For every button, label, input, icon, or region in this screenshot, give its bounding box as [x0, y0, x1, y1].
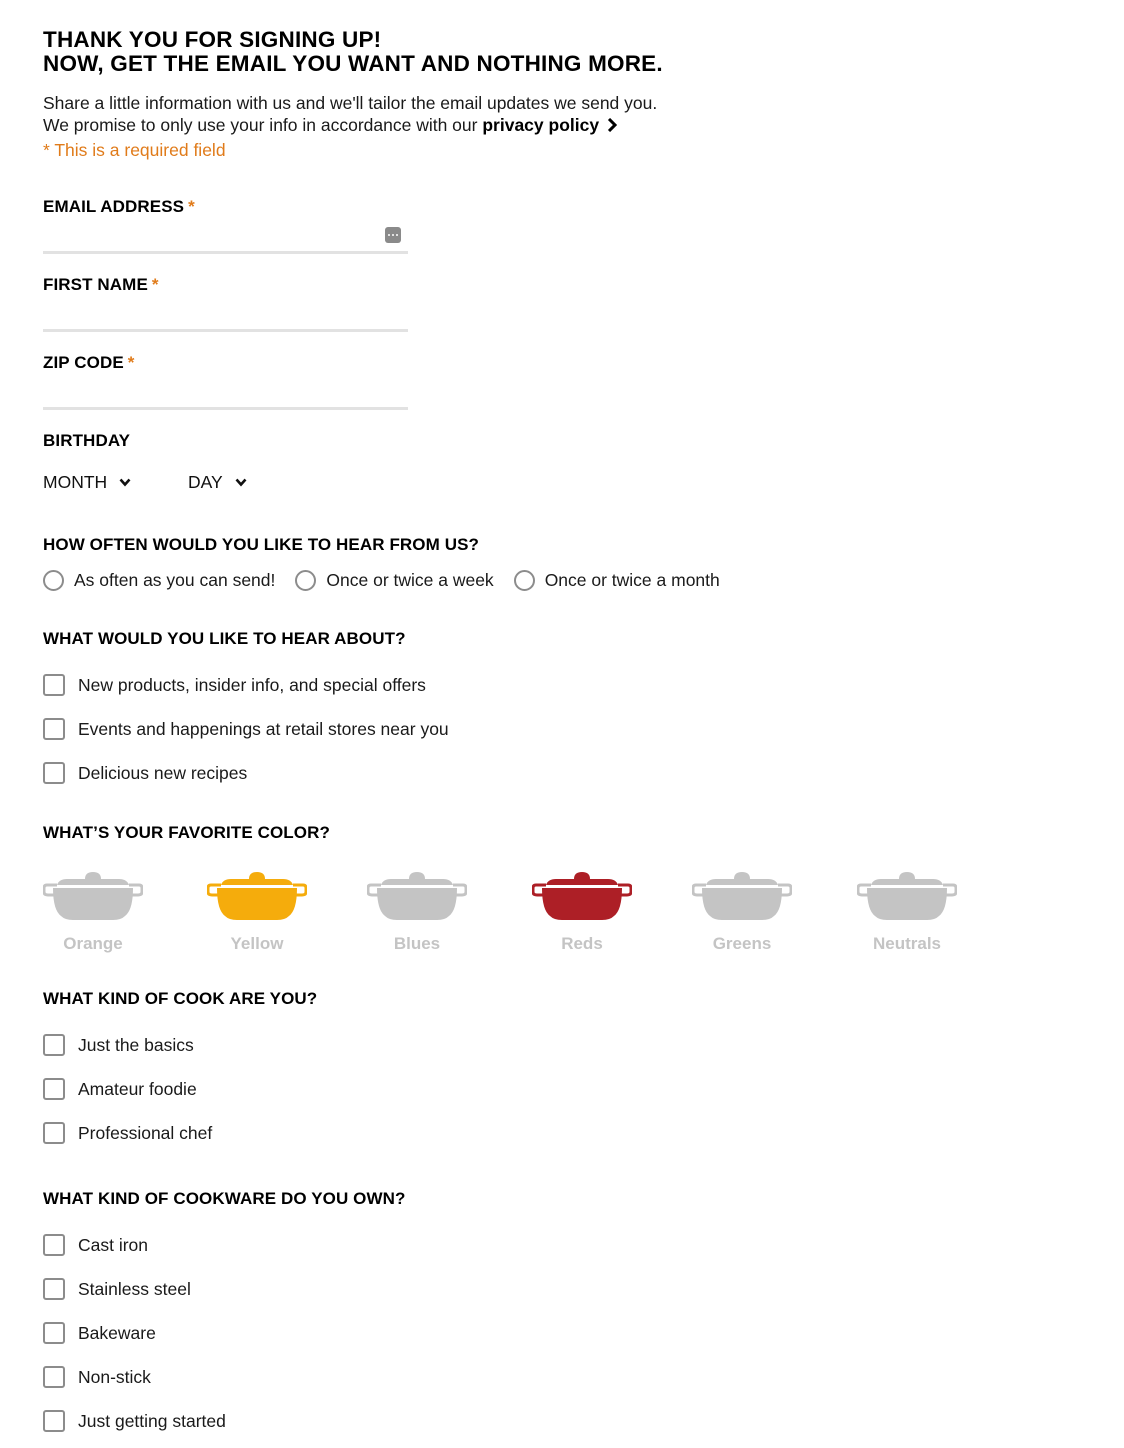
chevron-right-icon[interactable]: [605, 118, 619, 132]
checkbox-label: New products, insider info, and special offers: [78, 674, 426, 695]
cookware-heading: WHAT KIND OF COOKWARE DO YOU OWN?: [43, 1189, 406, 1208]
zip-code-label-text: ZIP CODE: [43, 353, 124, 372]
checkbox-label: Bakeware: [78, 1322, 156, 1343]
frequency-heading: HOW OFTEN WOULD YOU LIKE TO HEAR FROM US?: [43, 535, 480, 554]
pot-body: [542, 888, 622, 920]
dutch-oven-icon: [857, 868, 957, 924]
intro-line-2: [43, 114, 657, 136]
color-option-blues[interactable]: [362, 868, 472, 954]
cook-checkbox[interactable]: [43, 1034, 194, 1056]
cookware-checkbox[interactable]: [43, 1234, 148, 1256]
pot-knob: [249, 872, 265, 879]
color-option-label: Greens: [712, 934, 772, 953]
first-name-label: [43, 275, 159, 295]
checkbox-label: Professional chef: [78, 1122, 213, 1143]
checkbox-box[interactable]: [43, 1366, 65, 1388]
checkbox-box[interactable]: [43, 1034, 65, 1056]
dutch-oven-icon: [367, 868, 467, 924]
color-option-label: Yellow: [230, 934, 284, 953]
zip-code-input[interactable]: [43, 380, 408, 410]
cookware-checkbox[interactable]: [43, 1322, 156, 1344]
pot-lid: [706, 879, 778, 885]
privacy-policy-link[interactable]: privacy policy: [482, 115, 600, 135]
topics-heading: WHAT WOULD YOU LIKE TO HEAR ABOUT?: [43, 629, 406, 648]
page-title: [43, 28, 663, 76]
required-star: *: [188, 197, 195, 216]
checkbox-box[interactable]: [43, 1322, 65, 1344]
birthday-label: BIRTHDAY: [43, 431, 131, 450]
month-select[interactable]: [43, 472, 131, 493]
frequency-options: [43, 570, 740, 591]
frequency-radio[interactable]: [43, 570, 275, 591]
color-option-label: Orange: [63, 934, 123, 953]
radio-label: Once or twice a month: [544, 570, 720, 590]
color-option-yellow[interactable]: [202, 868, 312, 954]
required-star: *: [127, 353, 135, 372]
month-select-value: MONTH: [43, 472, 108, 492]
intro-line-2-text: We promise to only use your info in accordance with our: [43, 115, 478, 135]
frequency-radio[interactable]: [295, 570, 493, 591]
radio-label: As often as you can send!: [74, 570, 276, 590]
first-name-label-text: FIRST NAME: [43, 275, 148, 294]
dutch-oven-icon: [692, 868, 792, 924]
checkbox-box[interactable]: [43, 1278, 65, 1300]
intro-text: [43, 92, 657, 136]
required-star: *: [151, 275, 159, 294]
color-option-orange[interactable]: [38, 868, 148, 954]
day-select[interactable]: [188, 472, 247, 493]
pot-body: [867, 888, 947, 920]
pot-body: [377, 888, 457, 920]
topic-checkbox[interactable]: [43, 762, 247, 784]
dutch-oven-icon: [43, 868, 143, 924]
checkbox-label: Just getting started: [78, 1410, 226, 1431]
email-label: [43, 197, 195, 217]
cook-heading: WHAT KIND OF COOK ARE YOU?: [43, 989, 318, 1008]
radio-circle[interactable]: [295, 570, 316, 591]
password-manager-icon[interactable]: [385, 227, 401, 243]
dutch-oven-icon: [207, 868, 307, 924]
title-line-2: NOW, GET THE EMAIL YOU WANT AND NOTHING MORE.: [43, 51, 663, 76]
zip-code-label: [43, 353, 135, 373]
checkbox-box[interactable]: [43, 762, 65, 784]
checkbox-box[interactable]: [43, 674, 65, 696]
radio-circle[interactable]: [514, 570, 535, 591]
pot-knob: [899, 872, 915, 879]
checkbox-box[interactable]: [43, 1234, 65, 1256]
chevron-down-icon: [235, 478, 247, 487]
color-option-neutrals[interactable]: [852, 868, 962, 954]
cook-checkbox[interactable]: [43, 1078, 197, 1100]
topic-checkbox[interactable]: [43, 674, 426, 696]
checkbox-label: Events and happenings at retail stores near you: [78, 718, 449, 739]
pot-body: [217, 888, 297, 920]
color-option-label: Neutrals: [872, 934, 942, 953]
checkbox-label: Just the basics: [78, 1034, 194, 1055]
email-input[interactable]: [43, 224, 408, 254]
chevron-down-icon: [119, 478, 131, 487]
pot-body: [53, 888, 133, 920]
checkbox-label: Stainless steel: [78, 1278, 191, 1299]
color-option-reds[interactable]: [527, 868, 637, 954]
checkbox-label: Delicious new recipes: [78, 762, 248, 783]
checkbox-label: Cast iron: [78, 1234, 149, 1255]
pot-knob: [734, 872, 750, 879]
day-select-value: DAY: [188, 472, 223, 492]
pot-body: [702, 888, 782, 920]
required-field-note: * This is a required field: [43, 140, 226, 160]
checkbox-box[interactable]: [43, 718, 65, 740]
checkbox-label: Non-stick: [78, 1366, 151, 1387]
checkbox-box[interactable]: [43, 1078, 65, 1100]
pot-knob: [574, 872, 590, 879]
radio-label: Once or twice a week: [326, 570, 494, 590]
color-option-label: Blues: [393, 934, 441, 953]
checkbox-box[interactable]: [43, 1122, 65, 1144]
color-option-label: Reds: [561, 934, 603, 953]
pot-lid: [546, 879, 618, 885]
cookware-checkbox[interactable]: [43, 1278, 191, 1300]
checkbox-box[interactable]: [43, 1410, 65, 1432]
pot-knob: [409, 872, 425, 879]
pot-lid: [57, 879, 129, 885]
cook-checkbox[interactable]: [43, 1122, 212, 1144]
dutch-oven-icon: [532, 868, 632, 924]
frequency-radio[interactable]: [514, 570, 720, 591]
color-option-greens[interactable]: [687, 868, 797, 954]
topic-checkbox[interactable]: [43, 718, 449, 740]
title-line-1: THANK YOU FOR SIGNING UP!: [43, 27, 382, 52]
color-heading: WHAT’S YOUR FAVORITE COLOR?: [43, 823, 330, 842]
cookware-checkbox[interactable]: [43, 1410, 226, 1432]
pot-knob: [85, 872, 101, 879]
pot-lid: [381, 879, 453, 885]
email-label-text: EMAIL ADDRESS: [43, 197, 185, 216]
radio-circle[interactable]: [43, 570, 64, 591]
intro-line-1: Share a little information with us and we'll tailor the email updates we send you.: [43, 93, 658, 113]
pot-lid: [871, 879, 943, 885]
cookware-checkbox[interactable]: [43, 1366, 151, 1388]
checkbox-label: Amateur foodie: [78, 1078, 197, 1099]
first-name-input[interactable]: [43, 302, 408, 332]
pot-lid: [221, 879, 293, 885]
